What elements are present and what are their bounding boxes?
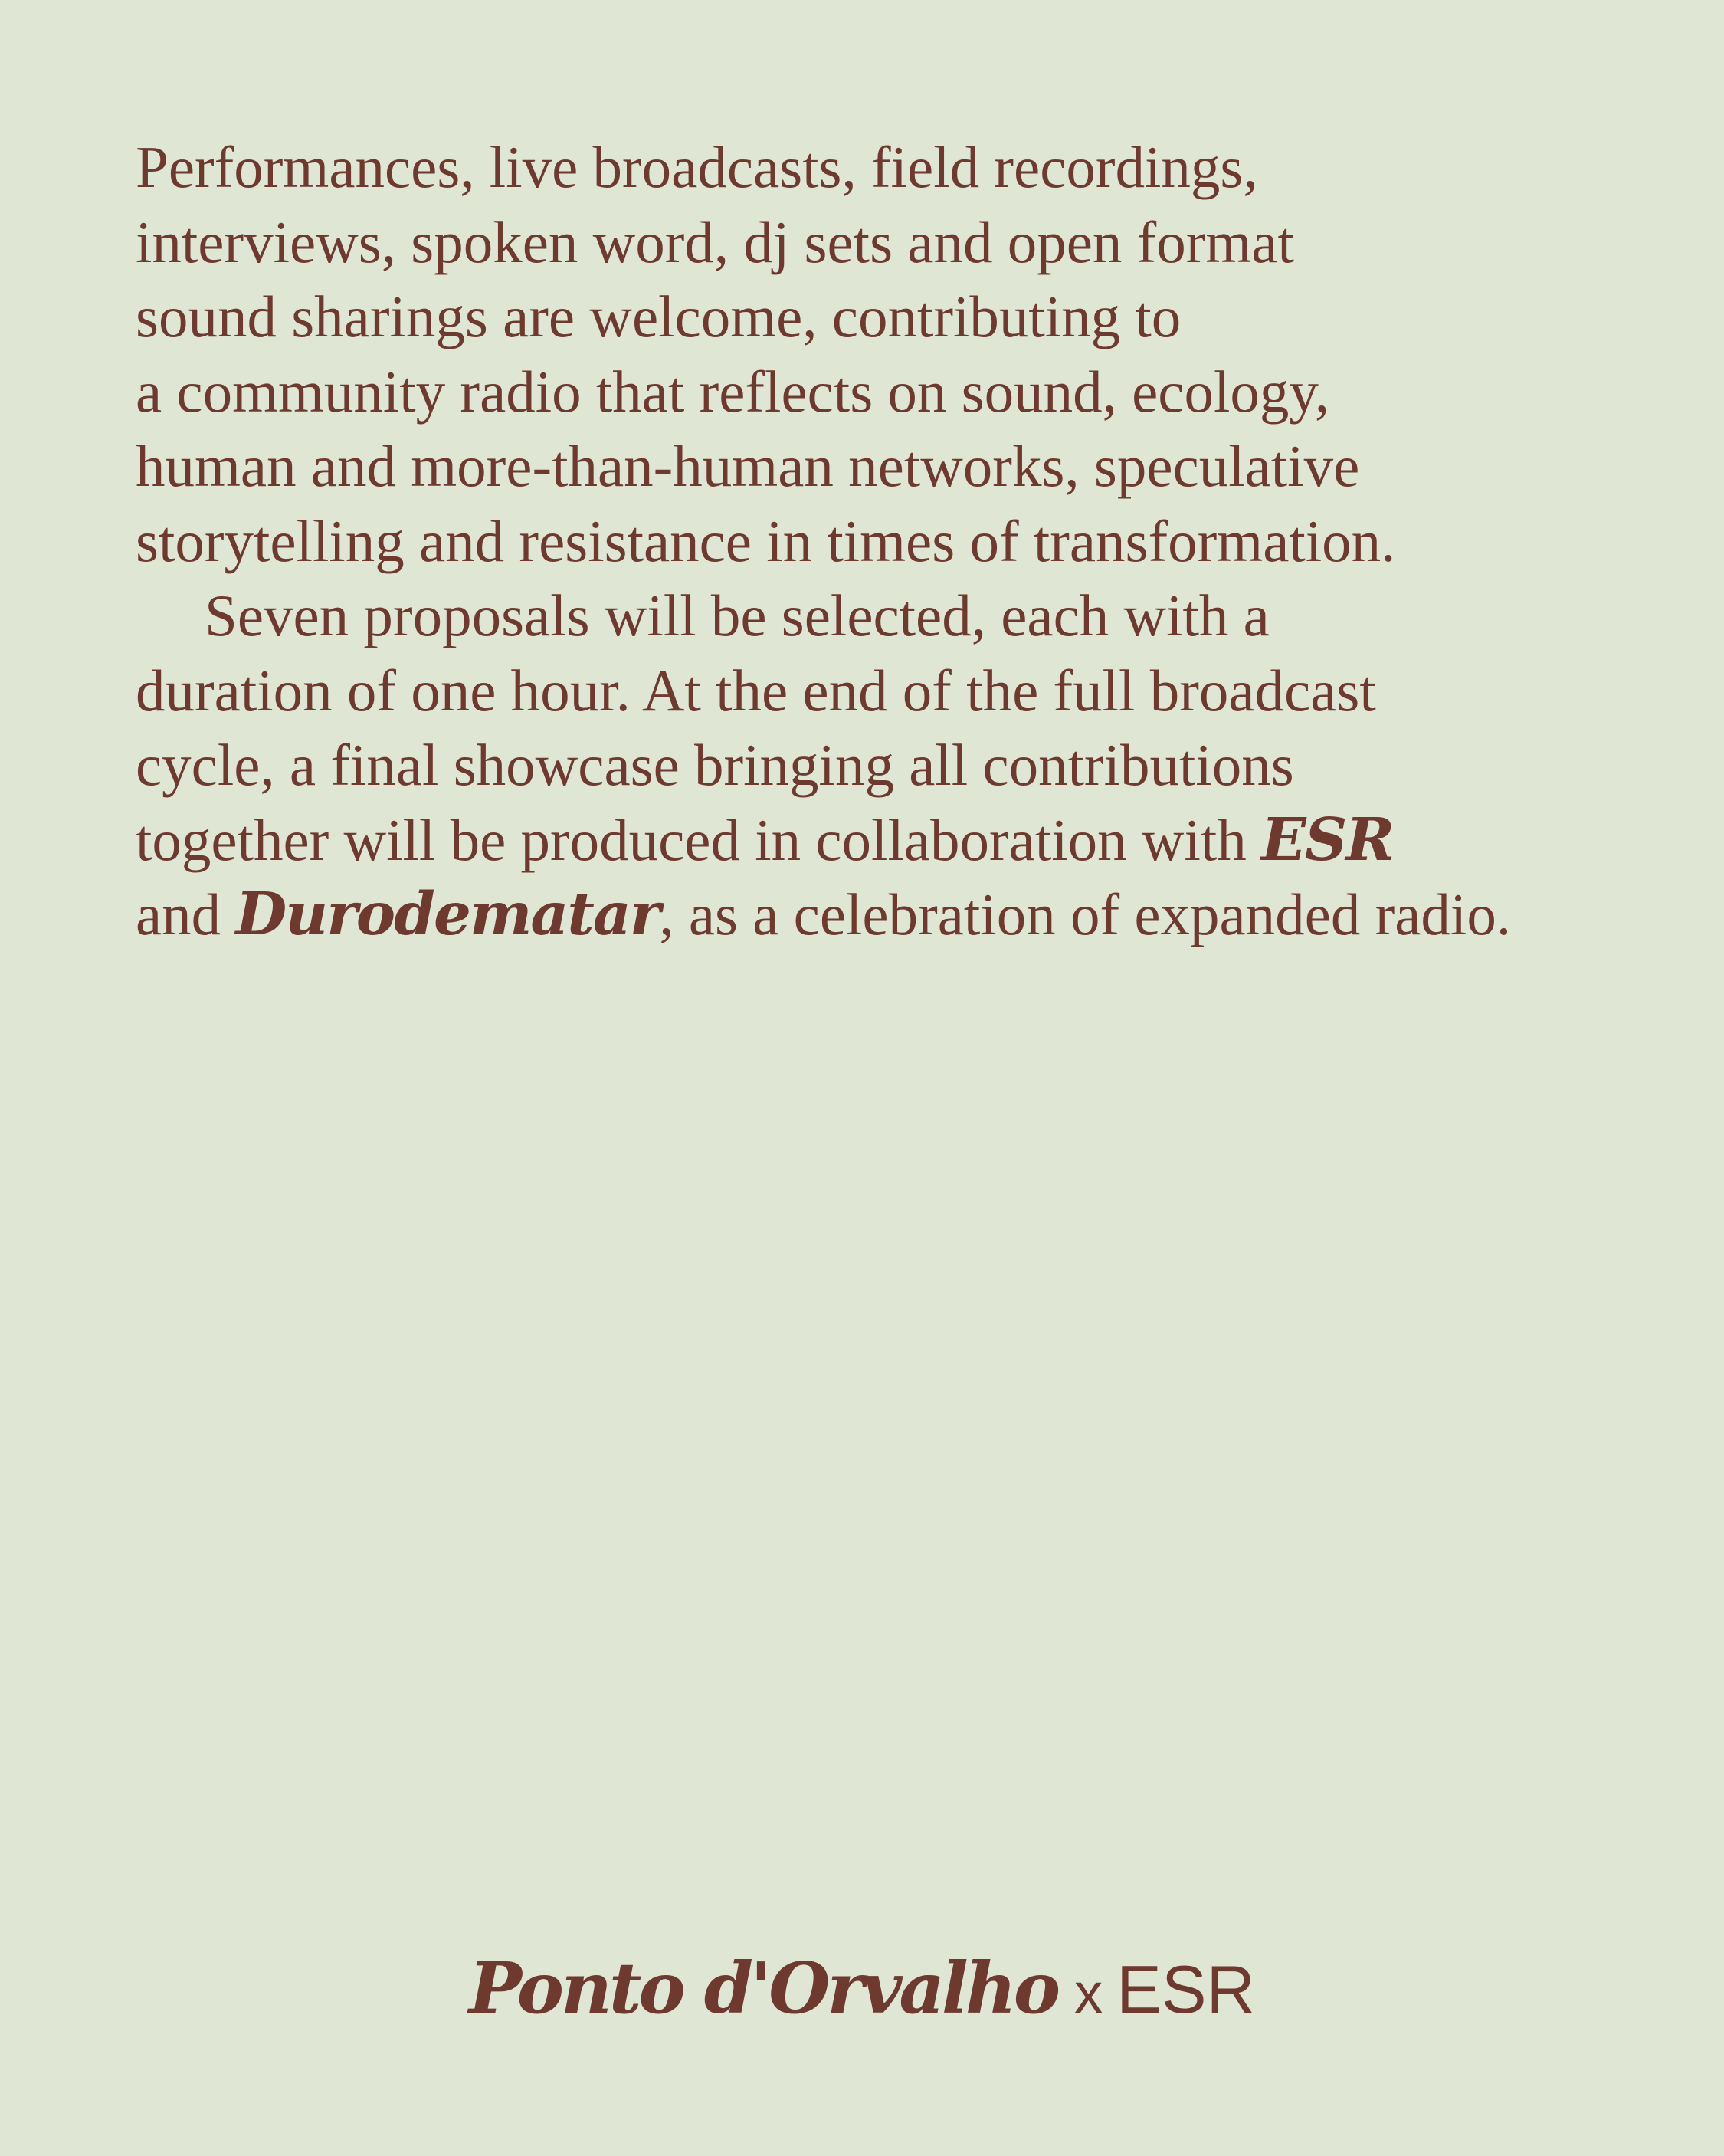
paragraph-2-text: and [136,881,236,947]
collaboration-separator: x [1074,1961,1103,2025]
durodematar-brand-name: Durodematar [235,880,660,949]
paragraph-2-text: , as a celebration of expanded radio. [659,881,1512,947]
esr-partner-name: ESR [1116,1951,1256,2027]
paragraph-2-line [136,878,1607,953]
paragraph-1-line: storytelling and resistance in times of transformation. [136,507,1396,574]
paragraph-1-line: Performances, live broadcasts, field recordings, [136,134,1258,200]
paragraph-2-line: cycle, a final showcase bringing all contributions [136,732,1294,798]
ponto-dorvalho-logo: Ponto d'Orvalho [468,1947,1058,2030]
footer-credit [0,1947,1724,2030]
body-text [136,130,1607,953]
paragraph-2-line: Seven proposals will be selected, each with a [205,582,1270,648]
paragraph-1-line: human and more-than-human networks, speculative [136,433,1360,499]
paragraph-1-line: a community radio that reflects on sound, ecology, [136,358,1330,425]
paragraph-1-line: interviews, spoken word, dj sets and open format [136,208,1294,275]
paragraph-2-line [136,803,1607,878]
paragraph-2-line: duration of one hour. At the end of the full broadcast [136,657,1376,724]
esr-brand-name: ESR [1261,805,1394,875]
paragraph-1-line: sound sharings are welcome, contributing to [136,284,1182,349]
paragraph-2-text: together will be produced in collaboration with [136,806,1262,873]
